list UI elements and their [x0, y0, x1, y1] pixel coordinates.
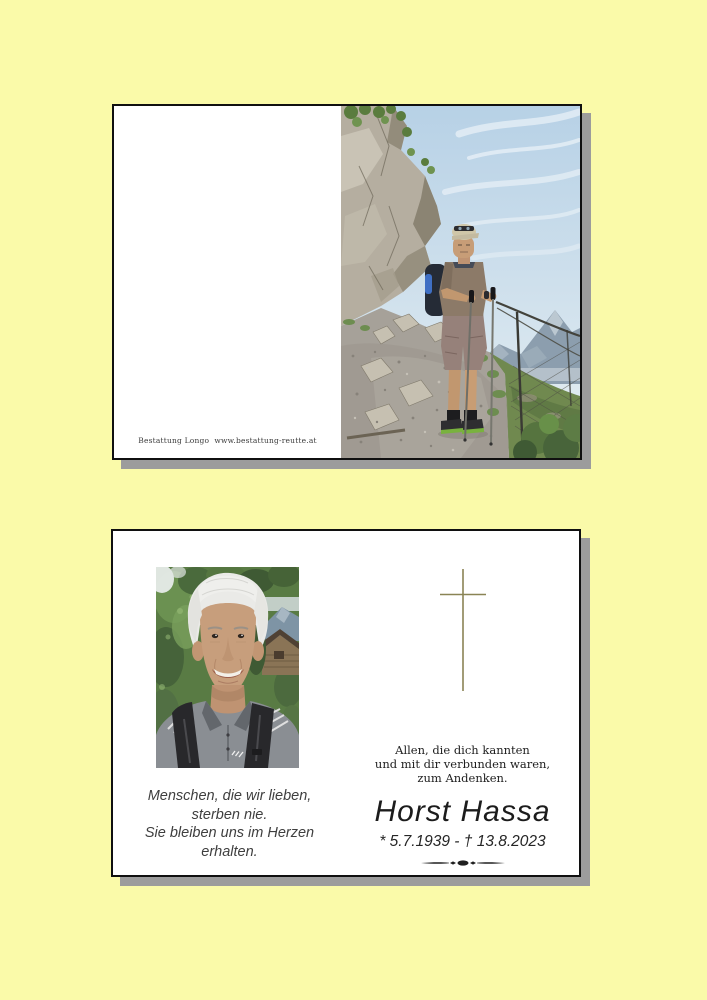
pole-grip-right [491, 287, 496, 300]
sunglasses [454, 226, 474, 231]
verse-line: erhalten. [201, 843, 258, 860]
cross-icon [439, 569, 487, 691]
verse-line: Menschen, die wir lieben, [147, 788, 312, 804]
deceased-name: Horst Hassa [374, 795, 551, 828]
pole-grip-left [469, 290, 474, 303]
verse-line: Sie bleiben uns im Herzen [144, 825, 315, 841]
water-bottle [425, 274, 432, 294]
hiking-photo [341, 106, 580, 458]
dedication-line: Allen, die dich kannten [395, 743, 530, 757]
memorial-verse [113, 787, 346, 861]
flourish-divider [420, 858, 506, 868]
funeral-home-imprint: Bestattung Longo www.bestattung-reutte.at [138, 436, 317, 445]
card-inside-right-panel [346, 531, 579, 875]
memorial-card-inside [111, 529, 581, 877]
verse-line: sterben nie. [191, 806, 268, 823]
card-front-panel [341, 106, 580, 458]
dedication-text [346, 743, 579, 785]
card-inside-left-panel [113, 531, 346, 875]
card-back-panel [114, 106, 341, 458]
portrait-photo [156, 567, 299, 768]
dedication-line: und mit dir verbunden waren, [374, 757, 551, 771]
memorial-card-outside [112, 104, 582, 460]
dedication-line: zum Andenken. [417, 771, 508, 785]
life-dates: * 5.7.1939 - † 13.8.2023 [379, 833, 546, 850]
